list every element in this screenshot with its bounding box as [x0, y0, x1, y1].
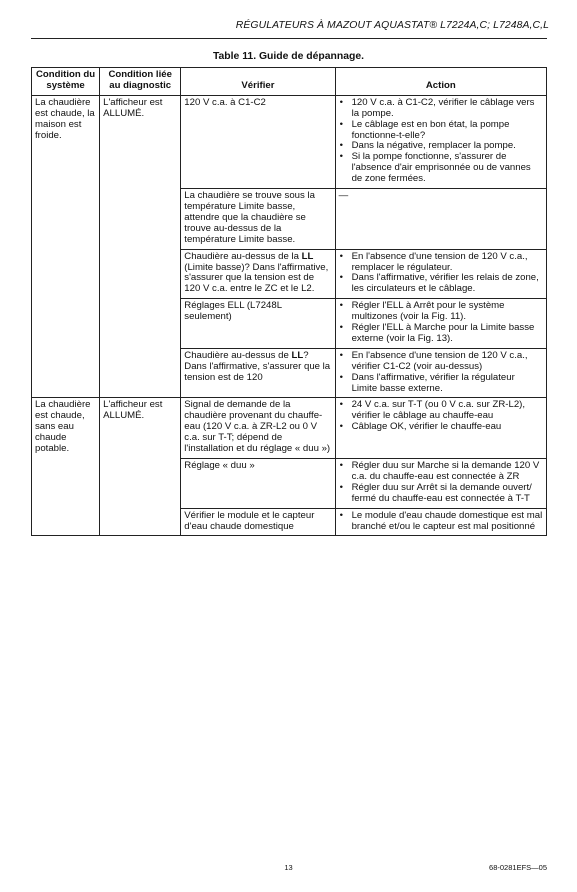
action-item: • Régler l'ELL à Arrêt pour le système multizones (voir la Fig. 11). [339, 301, 543, 323]
action-item: • Régler duu sur Marche si la demande 120 V c.a. du chauffe-eau est connectée à ZR [339, 461, 543, 483]
action-item: • Câblage OK, vérifier le chauffe-eau [339, 422, 543, 433]
action-item: • Régler duu sur Arrêt si la demande ouvert/ fermé du chauffe-eau est connectée à T-T [339, 483, 543, 505]
check-cell: Vérifier le module et le capteur d'eau chaude domestique [181, 508, 335, 536]
column-header-action: Action [335, 68, 546, 96]
check-cell: Réglages ELL (L7248L seulement) [181, 299, 335, 349]
check-cell [181, 249, 335, 299]
table-row [32, 398, 547, 459]
check-cell: 120 V c.a. à C1-C2 [181, 95, 335, 188]
action-cell: — [335, 189, 546, 250]
action-item: • 24 V c.a. sur T-T (ou 0 V c.a. sur ZR-L2), vérifier le câblage au chauffe-eau [339, 400, 543, 422]
condition-cell: La chaudière est chaude, la maison est froide. [32, 95, 100, 398]
action-cell [335, 348, 546, 398]
ll-label: LL [301, 250, 314, 262]
check-cell: La chaudière se trouve sous la température Limite basse, attendre que la chaudière se trouve au-dessus de la température Limite basse. [181, 189, 335, 250]
diagnostic-cell: L'afficheur est ALLUMÉ. [100, 95, 181, 398]
header-rule [31, 38, 547, 39]
action-item: • Le câblage est en bon état, la pompe fonctionne-t-elle? [339, 120, 543, 142]
action-cell [335, 95, 546, 188]
page-number: 13 [284, 863, 293, 872]
check-text: ? Dans l'affirmative, s'assurer que la tension est de 120 [184, 349, 331, 383]
table-row [32, 95, 547, 188]
check-cell: Signal de demande de la chaudière provenant du chauffe-eau (120 V c.a. à ZR-L2 ou 0 V c.a. sur T-T; dépend de l'installation et du réglage « duu ») [181, 398, 335, 459]
action-item: • En l'absence d'une tension de 120 V c.a., remplacer le régulateur. [339, 252, 543, 274]
document-code: 68-0281EFS—05 [489, 863, 547, 872]
check-text: (Limite basse)? Dans l'affirmative, s'assurer que la tension est de 120 V c.a. entre le ZC et le L2. [184, 261, 329, 295]
action-cell [335, 398, 546, 459]
action-cell [335, 299, 546, 349]
action-item: • Régler l'ELL à Marche pour la Limite basse externe (voir la Fig. 13). [339, 323, 543, 345]
action-cell [335, 249, 546, 299]
action-item: • Si la pompe fonctionne, s'assurer de l'absence d'air emprisonnée ou de vannes de zone fermées. [339, 152, 543, 185]
check-cell [181, 348, 335, 398]
action-item: • Dans l'affirmative, vérifier la régulateur Limite basse externe. [339, 373, 543, 395]
table-header-row [32, 68, 547, 96]
document-header: RÉGULATEURS À MAZOUT AQUASTAT® L7224A,C; L7248A,C,L [235, 20, 549, 31]
condition-cell: La chaudière est chaude, sans eau chaude potable. [32, 398, 100, 536]
ll-label: LL [291, 349, 304, 361]
check-text: Chaudière au-dessus de [184, 349, 292, 361]
diagnostic-cell: L'afficheur est ALLUMÉ. [100, 398, 181, 536]
action-item: • Dans l'affirmative, vérifier les relais de zone, les circulateurs et le câblage. [339, 273, 543, 295]
check-cell: Réglage « duu » [181, 459, 335, 509]
column-header-condition: Condition du système [32, 68, 100, 96]
column-header-diagnostic: Condition liée au diagnostic [100, 68, 181, 96]
column-header-check: Vérifier [181, 68, 335, 96]
action-item: • Dans la négative, remplacer la pompe. [339, 141, 543, 152]
action-cell [335, 459, 546, 509]
troubleshooting-table [31, 67, 547, 536]
action-item: • Le module d'eau chaude domestique est mal branché et/ou le capteur est mal positionné [339, 511, 543, 533]
table-caption: Table 11. Guide de dépannage. [212, 51, 365, 62]
check-text: Chaudière au-dessus de la [184, 250, 302, 262]
action-item: • En l'absence d'une tension de 120 V c.a., vérifier C1-C2 (voir au-dessus) [339, 351, 543, 373]
action-cell [335, 508, 546, 536]
action-item: • 120 V c.a. à C1-C2, vérifier le câblage vers la pompe. [339, 98, 543, 120]
